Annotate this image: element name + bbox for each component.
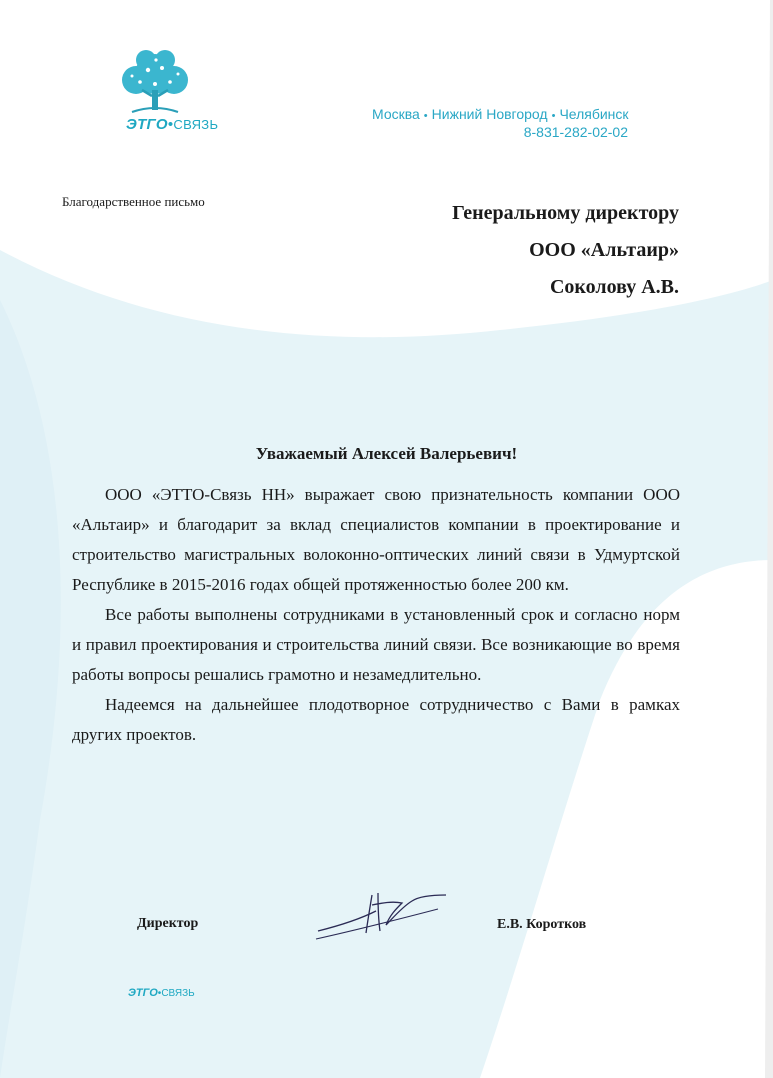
footer-logo-dot: • [157,988,162,999]
signatory-name: Е.В. Коротков [497,917,587,932]
company-phone: 8-831-282-02-02 [523,124,628,140]
letter-body [72,480,680,750]
handwritten-signature [312,885,452,945]
footer-logo-suffix: СВЯЗЬ [161,988,195,999]
brand-logo-dot: • [167,116,174,133]
brand-logo-suffix: СВЯЗЬ [173,117,219,132]
addressee-name: Соколову А.В. [549,276,679,298]
signatory-title: Директор [137,916,199,931]
body-paragraph-3: Надеемся на дальнейшее плодотворное сотрудничество с Вами в рамках других проектов. [72,695,680,744]
office-cities [372,106,629,122]
addressee-block [452,195,679,306]
city-moscow: Москва [372,106,420,122]
body-paragraph-2: Все работы выполнены сотрудниками в установленный срок и согласно норм и правил проектирования и строительства линий связи. Все возникающие во время работы вопросы решались грамотно и незамедлительно. [72,605,680,684]
brand-logo-text: ЭТГО [126,116,168,133]
tree-logo-icon [118,50,192,116]
footer-logo [128,987,195,999]
document-type-label: Благодарственное письмо [62,194,205,209]
city-chelyabinsk: Челябинск [559,106,629,122]
letter-greeting: Уважаемый Алексей Валерьевич! [255,444,518,463]
city-separator: • [423,110,428,122]
addressee-position: Генеральному директору [452,202,679,224]
footer-logo-text: ЭТГО [128,987,158,999]
brand-logo-wordmark [126,116,218,133]
city-separator: • [551,110,556,122]
body-paragraph-1: ООО «ЭТТО-Связь НН» выражает свою признательность компании ООО «Альтаир» и благодарит за вклад специалистов компании в проектирование и строительство магистральных волоконно-оптических линий связи в Удмуртской Республике в 2015-2016 годах общей протяженностью более 200 км. [72,485,680,594]
addressee-company: ООО «Альтаир» [529,239,679,261]
city-nizhny-novgorod: Нижний Новгород [431,106,548,122]
